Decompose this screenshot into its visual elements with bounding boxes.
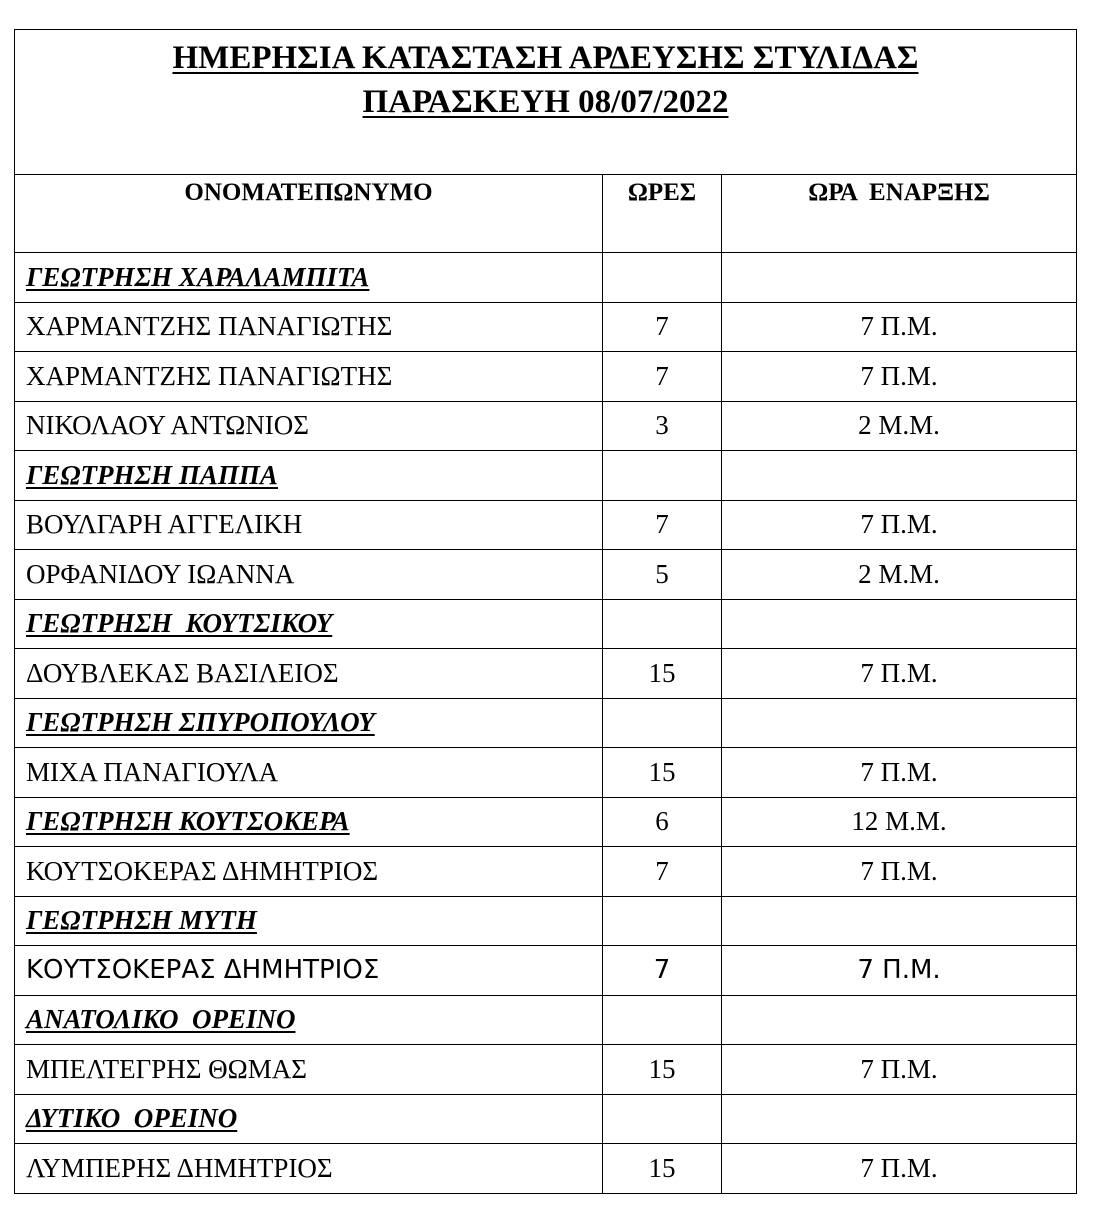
person-name-cell: [15, 1045, 603, 1095]
section-name-cell: [15, 995, 603, 1045]
start-time-cell: [722, 1094, 1077, 1144]
section-name: ΓΕΩΤΡΗΣΗ ΧΑΡΑΛΑΜΠΙΤΑ: [26, 261, 370, 292]
hours-cell: 15: [603, 1045, 722, 1095]
start-time-cell: 2 Μ.Μ.: [722, 401, 1077, 451]
title-cell: [15, 30, 1077, 175]
hours-cell: 7: [603, 946, 722, 996]
table-row: [15, 1144, 1077, 1194]
section-name: ΓΕΩΤΡΗΣΗ ΚΟΥΤΣΟΚΕΡΑ: [26, 806, 350, 837]
irrigation-table: [14, 29, 1077, 1194]
section-row: [15, 599, 1077, 649]
header-hours: ΩΡΕΣ: [603, 175, 722, 253]
table-row: [15, 500, 1077, 550]
section-name-cell: [15, 451, 603, 501]
document-title: [15, 36, 1076, 80]
hours-cell: 5: [603, 550, 722, 600]
start-time-cell: [722, 698, 1077, 748]
person-name-cell: [15, 748, 603, 798]
start-time-cell: 7 Π.Μ.: [722, 946, 1077, 996]
section-name-cell: [15, 599, 603, 649]
section-row: [15, 253, 1077, 303]
section-name: ΑΝΑΤΟΛΙΚΟ ΟΡΕΙΝΟ: [26, 1004, 296, 1035]
hours-cell: [603, 599, 722, 649]
section-name-cell: [15, 896, 603, 946]
hours-cell: [603, 1094, 722, 1144]
header-start-time: ΩΡΑ ΕΝΑΡΞΗΣ: [722, 175, 1077, 253]
hours-cell: 7: [603, 302, 722, 352]
title-line-2: ΠΑΡΑΣΚΕΥΗ 08/07/2022: [362, 84, 729, 120]
header-row: [15, 175, 1077, 253]
hours-cell: 7: [603, 847, 722, 897]
person-name-cell: [15, 946, 603, 996]
person-name: ΚΟΥΤΣΟΚΕΡΑΣ ΔΗΜΗΤΡΙΟΣ: [26, 855, 379, 886]
hours-cell: [603, 253, 722, 303]
section-row: [15, 1094, 1077, 1144]
section-row: [15, 896, 1077, 946]
person-name: ΝΙΚΟΛΑΟΥ ΑΝΤΩΝΙΟΣ: [26, 410, 309, 441]
start-time-cell: 7 Π.Μ.: [722, 748, 1077, 798]
section-row: [15, 995, 1077, 1045]
table-row: [15, 550, 1077, 600]
hours-cell: [603, 995, 722, 1045]
section-row: [15, 698, 1077, 748]
hours-cell: [603, 896, 722, 946]
hours-cell: 15: [603, 649, 722, 699]
table-row: [15, 946, 1077, 996]
person-name: ΧΑΡΜΑΝΤΖΗΣ ΠΑΝΑΓΙΩΤΗΣ: [26, 360, 393, 391]
start-time-cell: 7 Π.Μ.: [722, 649, 1077, 699]
title-line-1: ΗΜΕΡΗΣΙΑ ΚΑΤΑΣΤΑΣΗ ΑΡΔΕΥΣΗΣ ΣΤΥΛΙΔΑΣ: [172, 40, 919, 76]
start-time-cell: 2 Μ.Μ.: [722, 550, 1077, 600]
person-name-cell: [15, 500, 603, 550]
hours-cell: 15: [603, 1144, 722, 1194]
hours-cell: 15: [603, 748, 722, 798]
person-name: ΜΠΕΛΤΕΓΡΗΣ ΘΩΜΑΣ: [26, 1053, 307, 1084]
document-date: [15, 80, 1076, 124]
start-time-cell: 12 Μ.Μ.: [722, 797, 1077, 847]
section-name: ΔΥΤΙΚΟ ΟΡΕΙΝΟ: [26, 1103, 238, 1134]
header-name: ΟΝΟΜΑΤΕΠΩΝΥΜΟ: [15, 175, 603, 253]
person-name-cell: [15, 649, 603, 699]
start-time-cell: [722, 995, 1077, 1045]
section-name: ΓΕΩΤΡΗΣΗ ΠΑΠΠΑ: [26, 459, 278, 490]
hours-cell: 7: [603, 500, 722, 550]
table-row: [15, 847, 1077, 897]
person-name-cell: [15, 1144, 603, 1194]
person-name: ΧΑΡΜΑΝΤΖΗΣ ΠΑΝΑΓΙΩΤΗΣ: [26, 311, 393, 342]
section-name-cell: [15, 1094, 603, 1144]
table-row: [15, 352, 1077, 402]
start-time-cell: [722, 451, 1077, 501]
start-time-cell: 7 Π.Μ.: [722, 500, 1077, 550]
start-time-cell: 7 Π.Μ.: [722, 1045, 1077, 1095]
person-name-cell: [15, 302, 603, 352]
section-name: ΓΕΩΤΡΗΣΗ ΣΠΥΡΟΠΟΥΛΟΥ: [26, 707, 375, 738]
section-name-cell: [15, 253, 603, 303]
hours-cell: 6: [603, 797, 722, 847]
person-name: ΔΟΥΒΛΕΚΑΣ ΒΑΣΙΛΕΙΟΣ: [26, 657, 339, 688]
hours-cell: [603, 698, 722, 748]
section-name-cell: [15, 698, 603, 748]
person-name: ΛΥΜΠΕΡΗΣ ΔΗΜΗΤΡΙΟΣ: [26, 1152, 333, 1183]
person-name: ΜΙΧΑ ΠΑΝΑΓΙΟΥΛΑ: [26, 756, 279, 787]
section-name: ΓΕΩΤΡΗΣΗ ΚΟΥΤΣΙΚΟΥ: [26, 608, 333, 639]
start-time-cell: 7 Π.Μ.: [722, 1144, 1077, 1194]
section-row: [15, 797, 1077, 847]
section-name: ΓΕΩΤΡΗΣΗ ΜΥΤΗ: [26, 905, 257, 936]
person-name: ΚΟΥΤΣΟΚΕΡΑΣ ΔΗΜΗΤΡΙΟΣ: [26, 955, 380, 986]
table-row: [15, 649, 1077, 699]
section-row: [15, 451, 1077, 501]
start-time-cell: [722, 896, 1077, 946]
start-time-cell: 7 Π.Μ.: [722, 302, 1077, 352]
start-time-cell: 7 Π.Μ.: [722, 352, 1077, 402]
hours-cell: 7: [603, 352, 722, 402]
title-row: [15, 30, 1077, 175]
start-time-cell: [722, 253, 1077, 303]
person-name-cell: [15, 847, 603, 897]
start-time-cell: 7 Π.Μ.: [722, 847, 1077, 897]
table-row: [15, 1045, 1077, 1095]
hours-cell: 3: [603, 401, 722, 451]
person-name-cell: [15, 401, 603, 451]
table-row: [15, 748, 1077, 798]
person-name-cell: [15, 352, 603, 402]
table-row: [15, 401, 1077, 451]
start-time-cell: [722, 599, 1077, 649]
hours-cell: [603, 451, 722, 501]
person-name: ΟΡΦΑΝΙΔΟΥ ΙΩΑΝΝΑ: [26, 558, 295, 589]
section-name-cell: [15, 797, 603, 847]
table-row: [15, 302, 1077, 352]
person-name-cell: [15, 550, 603, 600]
person-name: ΒΟΥΛΓΑΡΗ ΑΓΓΕΛΙΚΗ: [26, 509, 303, 540]
